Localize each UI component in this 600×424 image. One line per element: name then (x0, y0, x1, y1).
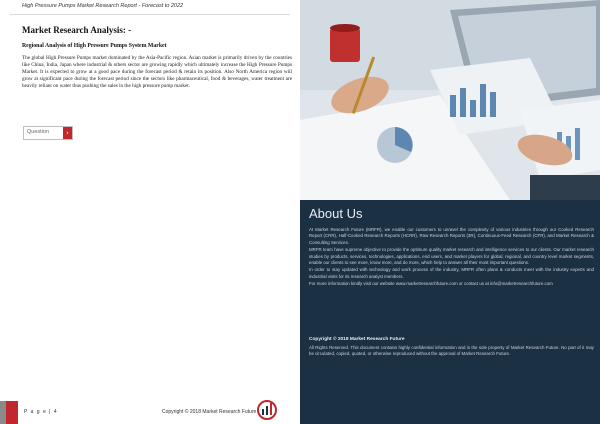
section-subheading: Regional Analysis of High Pressure Pumps System Market (22, 43, 167, 49)
chevron-right-icon: › (63, 127, 72, 139)
section-body: The global High Pressure Pumps market dominated by the Asia-Pacific region. Asian market is primarily driven by the countries like China, India, Japan where industrial & others sector are growing rapidly which ultimately increase the High Pressure Pumps Market. It is expected to grow at a good pace during the forecast period & retain its position. Also North America region will grow at significant pace during the forecast period since the sectors like pharmaceutical, food & beverages, water treatment are heavily reliant on water thus pushing the sales in the high pressure pump market. (22, 55, 292, 89)
running-header-title: High Pressure Pumps Market Research Report - Forecast to 2022 (22, 3, 184, 9)
business-meeting-photo (300, 0, 600, 200)
footer-accent-stripe (0, 401, 6, 424)
question-label: Question (27, 129, 50, 135)
copyright-body: All Rights Reserved. This document contains highly confidential information and is the sole property of Market Research Future. No part of it may be circulated, copied, quoted, or otherwise reproduced without the approval of Market Research Future. (309, 345, 594, 357)
question-button[interactable] (23, 126, 73, 140)
page-number: P a g e | 4 (24, 409, 58, 415)
meeting-illustration (300, 0, 600, 200)
header-divider (10, 14, 290, 15)
mrfr-logo-icon (256, 399, 278, 421)
about-paragraph: At Market Research Future (MRFR), we enable our customers to unravel the complexity of various industries through our Cooked Research Report (CRR), Half-Cooked Research Reports (HCRR), Raw Research Reports (3R), Continuous-Feed Research (CFR), and Market Research & Consulting Services. (309, 227, 594, 245)
about-us-paragraphs (309, 227, 594, 289)
section-title: Market Research Analysis: - (22, 25, 132, 35)
footer-copyright: Copyright © 2018 Market Research Future (162, 409, 257, 415)
market-analysis-section (22, 25, 292, 90)
about-us-title: About Us (309, 206, 363, 221)
copyright-heading: Copyright © 2018 Market Research Future (309, 337, 405, 342)
about-paragraph: In order to stay updated with technology and work process of the industry, MRFR often plans & conducts meet with the industry experts and industrial visits for its research analyst members. (309, 267, 594, 279)
about-paragraph: MRFR team have supreme objective to provide the optimum quality market research and intelligence services to our clients. Our market research studies by products, services, technologies, applications, end users, and market players for global, regional, and country level market segments, enable our clients to see more, know more, and do more, which help to answer all their most important questions. (309, 247, 594, 266)
about-us-panel (300, 200, 600, 424)
about-paragraph: For more information kindly visit our website www.marketresearchfuture.com or contact us at info@marketresearchfuture.com (309, 281, 553, 287)
